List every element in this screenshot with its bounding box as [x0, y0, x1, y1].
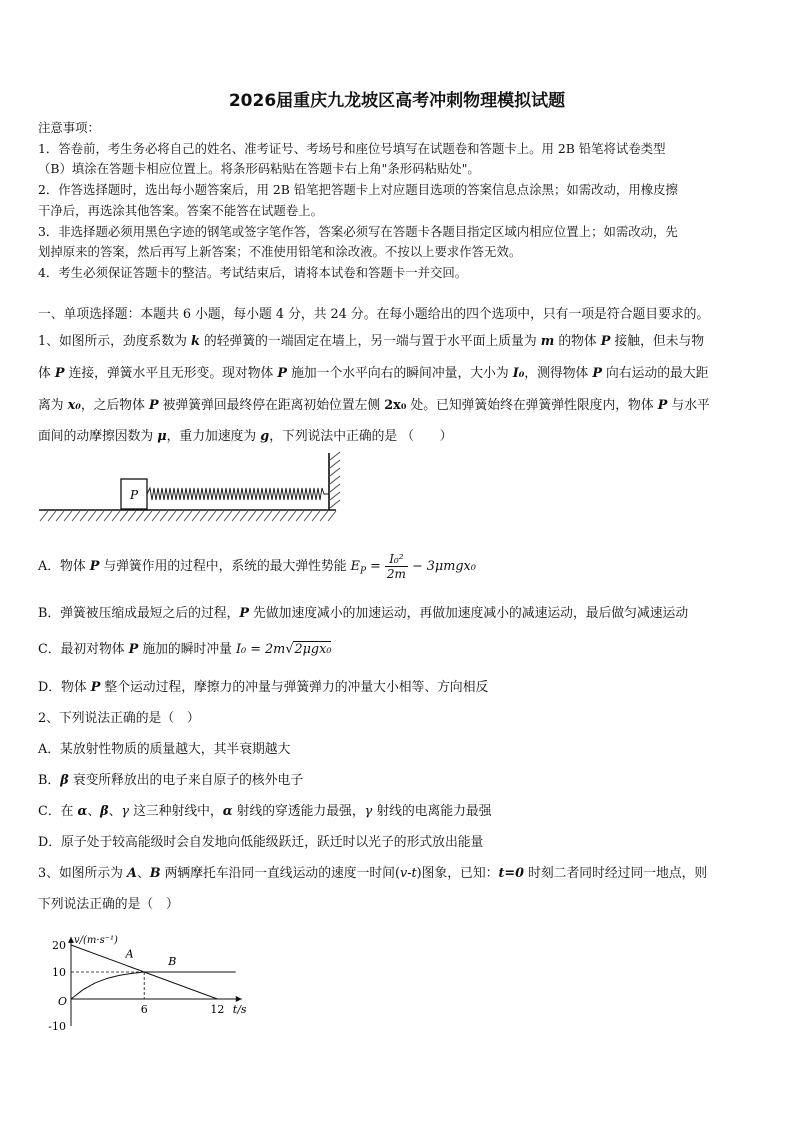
y-tick-label: 10	[52, 966, 66, 979]
origin-label: O	[58, 995, 68, 1008]
series-line-b	[71, 972, 236, 999]
q1-option-b[interactable]: B．弹簧被压缩成最短之后的过程，P 先做加速度减小的加速运动，再做加速度减小的减速运动，最后做匀减速运动	[38, 606, 689, 621]
q1-stem-line: 面间的动摩擦因数为 μ，重力加速度为 g，下列说法中正确的是 （ ）	[38, 429, 453, 444]
x-axis-label: t/s	[232, 1003, 247, 1016]
q2-option-b[interactable]: B．β 衰变所释放出的电子来自原子的核外电子	[38, 773, 304, 788]
q1-option-d[interactable]: D．物体 P 整个运动过程，摩擦力的冲量与弹簧弹力的冲量大小相等、方向相反	[38, 680, 489, 695]
notice-line: 干净后，再选涂其他答案。答案不能答在试题卷上。	[38, 203, 323, 218]
page-title: 2026届重庆九龙坡区高考冲刺物理模拟试题	[228, 91, 566, 111]
notice-line: （B）填涂在答题卡相应位置上。将条形码粘贴在答题卡右上角"条形码粘贴处"。	[38, 161, 480, 176]
x-axis-arrow	[236, 996, 242, 1002]
series-label-a: A	[125, 947, 134, 961]
notice-line: 1．答卷前，考生务必将自己的姓名、准考证号、考场号和座位号填写在试题卷和答题卡上。用 2B 铅笔将试卷类型	[38, 141, 666, 156]
wall-hatch	[330, 452, 340, 508]
vt-chart	[36, 922, 247, 1040]
q2-option-d[interactable]: D．原子处于较高能级时会自发地向低能级跃迁，跃迁时以光子的形式放出能量	[38, 835, 484, 850]
y-tick-label: 20	[52, 939, 66, 952]
q3-stem-line: 3、如图所示为 A、B 两辆摩托车沿同一直线运动的速度一时间(v-t)图象，已知：t=0 时刻二者同时经过同一地点，则	[38, 866, 708, 881]
y-tick-label: -10	[48, 1020, 66, 1033]
section-heading: 一、单项选择题：本题共 6 小题，每小题 4 分，共 24 分。在每小题给出的四个选项中，只有一项是符合题目要求的。	[38, 307, 710, 322]
q1-stem-line: 离为 x₀，之后物体 P 被弹簧弹回最终停在距离初始位置左侧 2x₀ 处。已知弹簧始终在弹簧弹性限度内，物体 P 与水平	[38, 398, 710, 413]
notice-line: 2．作答选择题时，选出每小题答案后，用 2B 铅笔把答题卡上对应题目选项的答案信息点涂黑；如需改动，用橡皮擦	[38, 182, 678, 197]
q2-stem: 2、下列说法正确的是（ ）	[38, 711, 200, 726]
notice-line: 4．考生必须保证答题卡的整洁。考试结束后，请将本试卷和答题卡一并交回。	[38, 265, 468, 280]
notice-line: 3．非选择题必须用黑色字迹的钢笔或签字笔作答，答案必须写在答题卡各题目指定区域内相应位置上；如需改动，先	[38, 224, 678, 239]
q2-option-a[interactable]: A．某放射性物质的质量越大，其半衰期越大	[38, 742, 291, 757]
block-p-label: P	[129, 488, 139, 502]
ground-hatch	[40, 511, 336, 521]
x-tick-label: 6	[140, 1003, 148, 1016]
q1-option-a[interactable]: A．物体 P 与弹簧作用的过程中，系统的最大弹性势能 $E_P$ = $\frac{\text{I₀²}}{2m}$ − 3μmgx₀	[38, 552, 476, 581]
spring	[147, 488, 329, 500]
q1-stem-line: 1、如图所示，劲度系数为 k 的轻弹簧的一端固定在墙上，另一端与置于水平面上质量为 m 的物体 P 接触，但未与物	[38, 334, 705, 349]
spring-block-figure	[36, 448, 346, 528]
fraction: $\frac{\text{I₀²}}{2m}$	[386, 552, 406, 581]
notice-line: 划掉原来的答案，然后再写上新答案；不准使用铅笔和涂改液。不按以上要求作答无效。	[38, 244, 522, 259]
q1-stem-line: 体 P 连接，弹簧水平且无形变。现对物体 P 施加一个水平向右的瞬间冲量，大小为 I₀，测得物体 P 向右运动的最大距	[38, 366, 709, 381]
y-axis-label: v/(m·s⁻¹)	[74, 934, 118, 946]
notice-heading: 注意事项：	[38, 120, 100, 135]
x-tick-label: 12	[210, 1003, 225, 1016]
series-label-b: B	[168, 954, 177, 968]
q3-stem-line: 下列说法正确的是（ ）	[38, 897, 179, 912]
q1-option-c[interactable]: C．最初对物体 P 施加的瞬时冲量 I₀ = 2m√2μgx₀	[38, 642, 332, 657]
q2-option-c[interactable]: C．在 α、β、γ 这三种射线中，α 射线的穿透能力最强，γ 射线的电离能力最强	[38, 804, 492, 819]
